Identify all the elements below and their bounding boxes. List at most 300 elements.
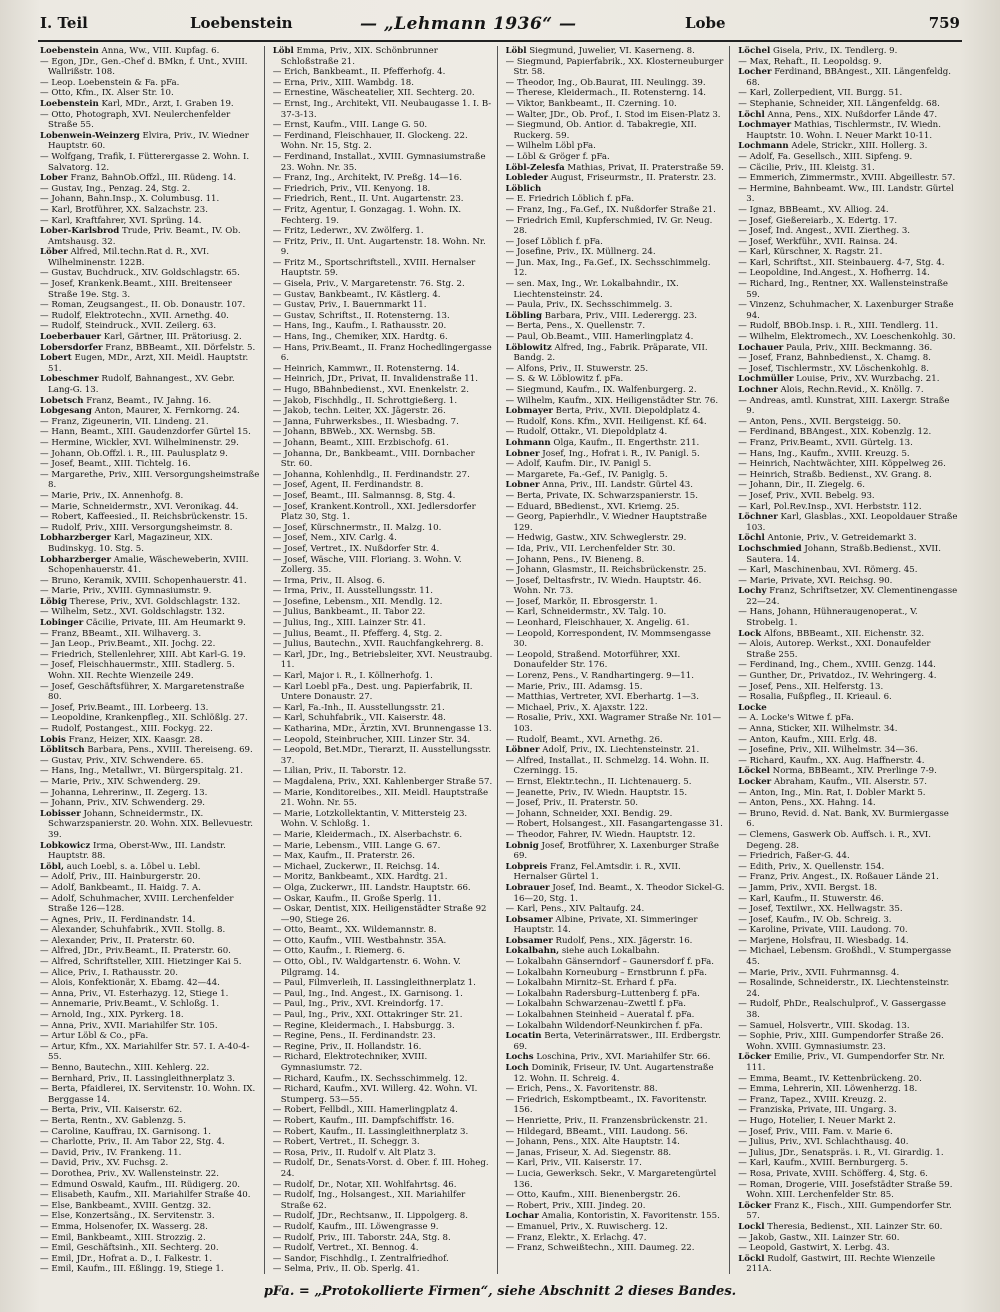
directory-entry: — Josef, Kürschnermstr., II. Malzg. 10. [272, 522, 442, 533]
directory-entry: — Karl Loebl pFa., Dest. ung. Papierfabrik, II. Untere Donaustr. 27. [272, 681, 473, 703]
directory-entry: — Lokalbahn Mirnitz–St. Erhard f. pFa. [505, 978, 677, 989]
directory-entry: — Richard, Elektrotechniker, XVIII. Gymnasiumstr. 72. [272, 1052, 428, 1073]
directory-entry: — Johann, Schneider, XXI. Bendig. 29. [505, 808, 673, 819]
directory-entry: Lohmann Olga, Kaufm., II. Engerthstr. 211. [505, 437, 700, 448]
directory-entry: — Edith, Priv., X. Quellenstr. 154. [738, 861, 885, 872]
directory-entry: — Gustav, Bankbeamt., IV. Kästlerg. 4. [272, 289, 441, 300]
directory-entry: — Bruno, Keramik, XVIII. Schopenhauerstr. 41. [40, 575, 247, 586]
directory-entry: — Jun. Max, Ing., Fa.Gef., IX. Sechsschimmelg. 12. [505, 257, 711, 279]
directory-entry: — Ferdinand, Installat., XVIII. Gymnasiumstraße 23. Wohn. Nr. 35. [272, 151, 486, 173]
directory-entry: — Cäcilie, Priv., III. Kleistg. 31. [738, 162, 875, 173]
directory-entry: — Karl, JDr., Ing., Betriebsleiter, XVI. Neustraubg. 11. [272, 649, 493, 671]
directory-entry: — Rudolf, Dr., Notar, XII. Wohlfahrtsg. 46. [272, 1179, 457, 1190]
directory-entry: — Wilhelm, Setz., XVI. Goldschlagstr. 132. [40, 607, 225, 618]
directory-entry: — Hans, Ing., Kaufm., XVIII. Kreuzg. 5. [738, 448, 910, 459]
directory-entry: — Rudolf, Postangest., XIII. Fockyg. 22. [40, 724, 213, 734]
directory-entry: — Lorenz, Pens., V. Randhartingerg. 9—11. [505, 671, 694, 682]
directory-entry: — Franz, Tapez., XVIII. Kreuzg. 2. [738, 1094, 887, 1105]
directory-entry: — Johann, BBWeb., XX. Wernsbg. 5B. [272, 427, 436, 438]
directory-entry: Lockl Theresia, Bedienst., XII. Lainzer Str. 60. [738, 1221, 943, 1232]
directory-entry: — Otto, Kaufm., VIII. Westbahnstr. 35A. [272, 935, 447, 946]
directory-entry: — Adolf, Bankbeamt., II. Haidg. 7. A. [40, 882, 201, 893]
directory-entry: — Sophie, Priv., XIII. Gumpendorfer Straße 26. Wohn. XVIII. Gymnasiumstr. 23. [738, 1031, 944, 1052]
directory-entry: Lober-Karlsbrod Trude, Priv. Beamt., IV. Ob. Amtshausg. 32. [40, 226, 241, 247]
directory-entry: — Ernst, Elektr.techn., II. Lichtenauerg. 5. [505, 776, 692, 787]
directory-entry: — Rudolf, Kaufm., III. Löwengrasse 9. [272, 1221, 439, 1232]
directory-entry: — Therese, Kleidermach., II. Rotensterng. 14. [505, 88, 707, 99]
directory-entry: — Julius, Ing., XIII. Lainzer Str. 41. [272, 618, 426, 629]
directory-entry: — Johanna, Lehrerinw., II. Zegerg. 13. [40, 787, 208, 798]
directory-entry: — Julius, Beamt., II. Pfefferg. 4, Stg. 2. [272, 628, 443, 639]
directory-entry: — Gustav, Priv., XIV. Schwendere. 65. [40, 755, 204, 766]
directory-entry: — Egon, JDr., Gen.-Chef d. BMkn, f. Unt., XVIII. Wallrißstr. 108. [40, 56, 248, 78]
directory-entry: Löblowitz Alfred, Ing., Fabrik. Präparate, VII. Bandg. 2. [505, 342, 708, 364]
directory-entry: — Johann, Bahn.Insp., X. Columbusg. 11. [40, 194, 220, 205]
directory-entry: Lobner Josef, Ing., Hofrat i. R., IV. Panigl. 5. [505, 448, 700, 459]
directory-entry: — Johanna, Dr., Bankbeamt., VIII. Dornbacher Str. 60. [272, 448, 475, 470]
directory-entry: — Franz, Schweißtechn., XIII. Daumeg. 22. [505, 1243, 695, 1254]
directory-entry: — Hans, Ing., Chemiker, XIX. Hardtg. 6. [272, 332, 448, 343]
directory-entry: — Georg, Papierhdlr., V. Wiedner Hauptstraße 129. [505, 512, 707, 533]
directory-entry: — Andreas, amtl. Kunstrat, XIII. Laxergr. Straße 9. [738, 395, 950, 417]
directory-entry: — Bruno, Revid. d. Nat. Bank, XV. Burmiergasse 6. [738, 808, 949, 830]
directory-entry: — Robert, Priv., XIII. Jindeg. 20. [505, 1200, 646, 1211]
directory-entry: — Lokalbahn Radersburg–Luttenberg f. pFa. [505, 988, 700, 999]
directory-entry: — Johanna, Kohlenhdlg., II. Ferdinandstr. 27. [272, 469, 470, 480]
directory-entry: — Leopold, Korrespondent, IV. Mommsengasse 30. [505, 628, 711, 650]
directory-entry: — Rosalinde, Schneiderstr., IX. Liechtensteinstr. 24. [738, 978, 950, 999]
directory-entry: — Karl, Kaufm., II. Stuwerstr. 46. [738, 893, 884, 904]
directory-entry: — Benno, Bautechn., XIII. Kehlerg. 22. [40, 1063, 210, 1073]
directory-entry: — Otto, Photograph, XVI. Neulerchenfelder Straße 55. [40, 109, 231, 131]
directory-entry: — Alois, Autorep. Werkst., XXI. Donaufelder Straße 255. [738, 639, 931, 660]
directory-entry: Lokalbahn, siehe auch Lokalbahn. [505, 946, 660, 957]
directory-entry: — Walter, JDr., Ob. Prof., I. Stod im Eisen-Platz 3. [505, 109, 721, 120]
directory-entry: — Bernhard, Priv., II. Lassingleithnerplatz 3. [40, 1073, 236, 1084]
directory-entry: Löblitsch Barbara, Pens., XVIII. Thereiseng. 69. [40, 745, 253, 756]
directory-entry: — Regine, Kleidermach., I. Habsburgg. 3. [272, 1020, 455, 1031]
directory-entry: — Karl, Schuhfabrik., VII. Kaiserstr. 48. [272, 713, 446, 724]
directory-entry: — Marie, Priv., XVII. Fuhrmannsg. 4. [738, 967, 900, 978]
directory-entry: — Anna, Priv., VI. Esterhazyg. 12, Stiege 1. [40, 988, 229, 999]
directory-entry: — Friedrich, Faßer-G. 44. [738, 851, 850, 862]
directory-entry: — Caroline, Kauffrau, IX. Garnisong. 1. [40, 1126, 211, 1137]
directory-entry: — Gustav, Buchdruck., XIV. Goldschlagstr. 65. [40, 268, 240, 279]
directory-entry: — Josef, Priv., XVII. Bebelg. 93. [738, 490, 875, 501]
directory-entry: Löbl Emma, Priv., XIX. Schönbrunner Schloßstraße 21. [272, 46, 438, 67]
directory-entry: — Otto, Beamt., XX. Wildemannstr. 8. [272, 925, 437, 936]
directory-entry: — Wilhelm, Elektromech., XV. Loeschenkohlg. 30. [738, 332, 956, 343]
directory-entry: — A. Locke's Witwe f. pFa. [738, 713, 854, 724]
directory-entry: — Josef, Pens., XII. Helferstg. 13. [738, 681, 884, 692]
directory-entry: — Samuel, Holsvertr., VIII. Skodag. 13. [738, 1020, 910, 1031]
directory-entry: — Marjene, Holsfrau, II. Wiesbadg. 14. [738, 935, 909, 946]
directory-entry: — Franz, Elektr., X. Erlachg. 47. [505, 1232, 647, 1243]
directory-entry: — Paul, Ob.Beamt., VIII. Hamerlingplatz 4. [505, 332, 694, 343]
directory-entry: — Marie, Priv., IX. Annenhofg. 8. [40, 490, 184, 501]
directory-entry: — Paul, Ing., Priv., XVI. Kreindorfg. 17. [272, 999, 444, 1010]
directory-entry: — Josef, Priv., VIII. Fam. v. Marie 6. [738, 1126, 893, 1137]
directory-entry: Lobert Eugen, MDr., Arzt, XII. Meidl. Hauptstr. 51. [40, 353, 249, 374]
directory-entry: — Johann, Glasmstr., II. Reichsbrückenstr. 25. [505, 565, 707, 576]
directory-entry: — Franz, Ing., Architekt, IV. Preßg. 14—16. [272, 173, 462, 184]
directory-entry: — Robert, Kaufm., II. Lassingleithnerplatz 3. [272, 1126, 469, 1137]
directory-entry: — Emil, Bankbeamt., XIII. Strozzig. 2. [40, 1232, 206, 1243]
directory-entry: Lobsamer Albine, Private, XI. Simmeringer Hauptstr. 14. [505, 914, 698, 936]
directory-entry: — Ernestine, Wäscheatelier, XII. Sechterg. 20. [272, 88, 475, 99]
directory-entry: — Ignaz, BBBeamt., XV. Alliog. 24. [738, 204, 889, 215]
directory-entry: — Hans, Ing., Metallwr., VI. Bürgerspitalg. 21. [40, 766, 243, 777]
directory-entry: — Josef, Werkführ., XVII. Rainsa. 24. [738, 236, 898, 247]
directory-entry: — Lilian, Priv., II. Taborstr. 12. [272, 766, 407, 777]
directory-entry: — Regine, Priv., II. Hollandstr. 16. [272, 1041, 422, 1052]
directory-entry: Lobinger Cäcilie, Private, III. Am Heumarkt 9. [40, 618, 246, 629]
directory-entry: — Josefine, Lebensm., XII. Mendlg. 12. [272, 596, 443, 607]
directory-entry: — Alexander, Priv., II. Praterstr. 60. [40, 935, 195, 946]
directory-entry: Lobner Anna, Priv., III. Landstr. Gürtel 43. [505, 480, 693, 491]
directory-entry: — Rudolf, BBOb.Insp. i. R., XIII. Tendlerg. 11. [738, 321, 939, 332]
header-rule [38, 40, 962, 42]
directory-entry: — Robert, Kaufm., III. Dampfschiffstr. 16. [272, 1115, 455, 1126]
directory-entry: — Heinrich, Kammwr., II. Rotensterng. 14. [272, 363, 460, 374]
directory-entry: — Karl, Fa.-Inh., II. Ausstellungsstr. 21. [272, 702, 445, 713]
directory-entry: — sen. Max, Ing., Wr. Lokalbahndir., IX. Liechtensteinstr. 24. [505, 279, 679, 300]
range-start-name: Loebenstein [190, 14, 293, 32]
directory-entry: — Karl, Maschinenbau, XVI. Römerg. 45. [738, 565, 918, 576]
directory-entry: — Viktor, Bankbeamt., II. Czerning. 10. [505, 98, 677, 109]
directory-entry: — Max, Kaufm., II. Praterstr. 26. [272, 851, 415, 862]
publication-title: — „Lehmann 1936“ — [360, 14, 577, 34]
directory-entry: — Ferdinand, Fleischhauer, II. Glockeng. 22. Wohn. Nr. 15, Stg. 2. [272, 130, 468, 152]
directory-entry: Löbl-Zelesfa Mathias, Privat, II. Praterstraße 59. [505, 162, 724, 173]
directory-entry: — Charlotte, Priv., II. Am Tabor 22, Stg. 4. [40, 1137, 225, 1148]
directory-entry: — Josef, Krankent.Kontroll., XXI. Jedlersdorfer Platz 30, Stg. 1. [272, 501, 476, 523]
directory-entry: — Leopold, Gastwirt, X. Lerbg. 43. [738, 1243, 890, 1254]
directory-entry: — Josef, Fleischhauermstr., XIII. Stadlerg. 5. Wohn. XII. Rechte Wienzeile 249. [40, 660, 235, 682]
directory-entry: — Josef, Nem., XIV. Carlg. 4. [272, 533, 397, 544]
directory-entry: — Hermine, Bahnbeamt. Ww., III. Landstr. Gürtel 3. [738, 183, 954, 205]
directory-entry: — Richard, Kaufm., XX. Aug. Haffnerstr. 4. [738, 755, 925, 766]
directory-entry: — Anton, Pens., XVII. Bergsteigg. 50. [738, 416, 901, 427]
directory-entry: — Rudolf, Elektrotechn., XVII. Arnethg. 40. [40, 310, 229, 321]
directory-entry: — Jakob, Fischhdlg., II. Schrottgießerg. 1. [272, 395, 458, 406]
directory-entry: — Alice, Priv., I. Rathausstr. 20. [40, 967, 178, 978]
directory-entry: — Hugo, BBahnbedienst., XVI. Enenkelstr. 2. [272, 385, 469, 395]
directory-entry: — Julius, Bautechn., XVII. Rauchfangkehrerg. 8. [272, 639, 484, 650]
directory-entry: — Adolf, Fa. Gesellsch., XIII. Sipfeng. 9. [738, 151, 913, 162]
page-footer-note: pFa. = „Protokollierte Firmen“, siehe Abschnitt 2 dieses Bandes. [263, 1284, 737, 1299]
directory-entry: — Julius, Bankbeamt., II. Tabor 22. [272, 607, 426, 618]
directory-entry: — Leopoldine, Ind.Angest., X. Hofherrg. 14. [738, 268, 930, 279]
directory-entry: — Alfons, Priv., II. Stuwerstr. 25. [505, 363, 649, 374]
directory-entry: Lochy Franz, Schriftsetzer, XV. Clementinengasse 22—24. [738, 586, 958, 607]
directory-entry: Lobharzberger Amalie, Wäscheweberin, XVIII. Schopenhauerstr. 41. [40, 554, 249, 576]
directory-entry: — Eduard, BBedienst., XVI. Kriemg. 25. [505, 501, 680, 512]
directory-entry: Lobleder August, Friseurmstr., II. Praterstr. 23. [505, 173, 717, 184]
directory-entry: — Robert, Vertret., II. Scheggr. 3. [272, 1137, 420, 1148]
directory-entry: Lobpreis Franz, Fel.Amtsdir. i. R., XVII. Hernalser Gürtel 1. [505, 861, 681, 883]
directory-entry: — Friedrich, Rent., II. Unt. Augartenstr. 23. [272, 194, 464, 205]
directory-entry: — Rosalie, Priv., XXI. Wagramer Straße Nr. 101—103. [505, 713, 722, 734]
directory-entry: — Emanuel, Priv., X. Ruwischerg. 12. [505, 1221, 668, 1232]
page-header [40, 14, 960, 40]
directory-entry: — Otto, Kaufm., XIII. Bienenbergstr. 26. [505, 1190, 681, 1201]
directory-entry: — Jan Leop., Priv.Beamt., XII. Jochg. 22. [40, 639, 216, 650]
directory-entry: Lochmann Adele, Strickr., XIII. Hollerg. 3. [738, 141, 928, 152]
directory-entry: — Paul, Ing., Priv., XXI. Ottakringer Str. 21. [272, 1010, 463, 1021]
directory-entry: Locke [738, 702, 767, 713]
directory-entry: — Sandor, Fischhdlg., I. Zentralfriedhof. [272, 1253, 449, 1264]
directory-entry: — Siegmund, Papierfabrik., XX. Klosterneuburger Str. 58. [505, 56, 724, 78]
directory-entry: — Hans, Johann, Hühneraugenoperat., V. Strobelg. 1. [738, 607, 918, 629]
directory-entry: — Josef, Deltasfrstr., IV. Wiedn. Hauptstr. 46. Wohn. Nr. 73. [505, 575, 702, 597]
directory-entry: — Katharina, MDr., Ärztin, XVI. Brunnengasse 13. [272, 724, 492, 734]
directory-entry: — Rudolf, Priv., III. Taborstr. 24A, Stg. 8. [272, 1232, 451, 1243]
directory-entry: Lock Alfons, BBBeamt., XII. Eichenstr. 32. [738, 628, 925, 639]
directory-entry: — Rudolf, Beamt., XVI. Arnethg. 26. [505, 734, 663, 745]
directory-entry: — Rosa, Priv., II. Rudolf v. Alt Platz 3. [272, 1147, 436, 1158]
directory-entry: — Richard, Kaufm., XVI. Willerg. 42. Wohn. VI. Stumperg. 53—55. [272, 1084, 478, 1105]
directory-entry: — Emil, Kaufm., III. Eßlingg. 19, Stiege 1. [40, 1264, 224, 1274]
directory-entry: — Theodor, Fahrer, IV. Wiedn. Hauptstr. 12. [505, 829, 696, 840]
directory-entry: — Friedrich, Eskomptbeamt., IX. Favoritenstr. 156. [505, 1094, 707, 1116]
directory-entry: — Leopoldine, Krankenpfleg., XII. Schlößlg. 27. [40, 713, 248, 724]
directory-entry: — Alois, Konfektionär, X. Ebamg. 42—44. [40, 978, 220, 989]
directory-entry: — Josef, Geschäftsführer, X. Margaretenstraße 80. [40, 681, 245, 703]
directory-entry: — Friedrich Emil, Kupferschmied, IV. Gr. Neug. 28. [505, 215, 713, 237]
directory-entry: — Rudolf, Vertret., XI. Bennog. 4. [272, 1243, 419, 1254]
directory-entry: Loch Dominik, Friseur, IV. Unt. Augartenstraße 12. Wohn. II. Schreig. 4. [505, 1063, 714, 1084]
directory-entry: — Erich, Bankbeamt., II. Pfefferhofg. 4. [272, 67, 446, 78]
directory-entry: — Lokalbahn Wildendorf-Neunkirchen f. pFa. [505, 1020, 703, 1031]
directory-entry: — Margarethe, Priv., XIII. Versorgungsheimstraße 8. [40, 469, 260, 491]
directory-entry: Lober Franz, BahnOb.Offzl., III. Rüdeng. 14. [40, 173, 237, 184]
directory-entry: Lobnig Josef, Brotführer, X. Laxenburger Straße 69. [505, 840, 719, 862]
directory-entry: — Hann, Beamt., XIII. Gaudenzdorfer Gürtel 15. [40, 427, 251, 438]
directory-entry: Lobsamer Rudolf, Pens., XIX. Jägerstr. 16. [505, 935, 693, 946]
directory-entry: — Franziska, Private, III. Ungarg. 3. [738, 1105, 897, 1116]
directory-entry: — Clemens, Gaswerk Ob. Auffsch. i. R., XVI. Degeng. 28. [738, 829, 931, 851]
directory-entry: — Berta, Pfaidlerei, IX. Servitenstr. 10. Wohn. IX. Berggasse 14. [40, 1084, 256, 1105]
directory-entry: — Rudolf, JDr., Rechtsanw., II. Lippolgerg. 8. [272, 1211, 468, 1222]
directory-entry: — Oskar, Kaufm., II. Große Sperlg. 11. [272, 893, 442, 904]
directory-entry: — Hedwig, Gastw., XIV. Schweglerstr. 29. [505, 533, 687, 544]
directory-entry: — Heinrich, Nachtwächter, XIII. Köppelweg 26. [738, 459, 946, 470]
directory-entry: — David, Priv., IV. Frankeng. 11. [40, 1147, 182, 1158]
directory-entry: — Else, Konzertsäng., IX. Servitenstr. 3. [40, 1211, 215, 1222]
directory-entry: — Erna, Priv., XIII. Wambdg. 18. [272, 77, 415, 88]
directory-entry: — Friedrich, Priv., VII. Kenyong. 18. [272, 183, 431, 194]
directory-entry: — Marie, Konditoreibes., XII. Meidl. Hauptstraße 21. Wohn. Nr. 55. [272, 787, 489, 809]
directory-entry: — Julius, Priv., XVI. Schlachthausg. 40. [738, 1137, 909, 1148]
directory-entry: — Alexander, Schuhfabrik., XVII. Stollg. 8. [40, 925, 226, 936]
directory-entry: Locatin Berta, Veterinärratswer., III. Erdbergstr. 69. [505, 1031, 721, 1052]
directory-entry: — Ida, Priv., VII. Lerchenfelder Str. 30. [505, 543, 676, 554]
directory-entry: — Anton, Pens., XX. Hahng. 14. [738, 798, 876, 809]
directory-entry: Löchel Gisela, Priv., IX. Tendlerg. 9. [738, 46, 898, 56]
directory-entry: — Moritz, Bankbeamt., XIX. Hardtg. 21. [272, 872, 448, 883]
directory-entry: — Leop. Loebenstein & Fa. pFa. [40, 77, 180, 88]
directory-entry: Löcker Emilie, Priv., VI. Gumpendorfer Str. Nr. 111. [738, 1052, 945, 1073]
directory-entry: Lobetsch Franz, Beamt., IV. Jahng. 16. [40, 395, 212, 406]
directory-entry: — Marie, Priv., XIV. Schwenderg. 29. [40, 776, 201, 787]
directory-entry: — Franz, BBeamt., XII. Wilhaverg. 3. [40, 628, 202, 639]
directory-entry: — Robert, Fellbdl., XIII. Hamerlingplatz 4. [272, 1105, 458, 1116]
directory-entry: — Artur Löbl & Co., pFa. [40, 1031, 149, 1042]
directory-entry: Lobis Franz, Heizer, XIX. Kaasgr. 28. [40, 734, 203, 745]
directory-entry: — Dorothea, Priv., XV. Wallensteinstr. 22. [40, 1168, 220, 1179]
directory-entry: — Jakob, techn. Leiter, XX. Jägerstr. 26. [272, 406, 446, 417]
directory-entry: — Marie, Priv., XVIII. Gymnasiumstr. 9. [40, 586, 212, 597]
directory-entry: — Annemarie, Priv.Beamt., V. Schloßg. 1. [40, 999, 220, 1010]
directory-entry: — Ernst, Ing., Architekt, VII. Neubaugasse 1. I. B-37-3-13. [272, 98, 492, 120]
directory-entry: — Josef, Priv.Beamt., III. Lorbeerg. 13. [40, 702, 209, 713]
directory-entry: — Fritz, Priv., II. Unt. Augartenstr. 18. Wohn. Nr. 9. [272, 236, 486, 258]
directory-entry: — Fritz M., Sportschriftstell., XVIII. Hernalser Hauptstr. 59. [272, 257, 476, 279]
directory-entry: — Rudolf, Ottakr., VI. Diepoldplatz 4. [505, 427, 668, 438]
directory-entry: — Paul, Filmverleih, II. Lassingleithnerplatz 1. [272, 978, 476, 989]
directory-entry: — Marie, Private, XVI. Reichsg. 90. [738, 575, 893, 586]
directory-entry: Lochs Loschina, Priv., XVI. Mariahilfer Str. 66. [505, 1052, 711, 1063]
directory-entry: — Irma, Priv., II. Ausstellungsstr. 11. [272, 586, 433, 597]
directory-entry: — Josefine, Priv., XII. Wilhelmstr. 34—36. [738, 745, 918, 756]
directory-entry: — Anna, Sticker, XII. Wilhelmstr. 34. [738, 724, 898, 734]
directory-entry: — Marie, Kleidermach., IX. Alserbachstr. 6. [272, 829, 463, 840]
directory-entry: Lobisser Johann, Schneidermstr., IX. Schwarzspanierstr. 20. Wohn. XIX. Bellevuestr. 39. [40, 808, 254, 840]
directory-entry: — Hermine, Wickler, XVI. Wilhelminenstr. 29. [40, 437, 239, 448]
directory-entry: — Emmerich, Zimmermstr., XVIII. Abgeillestr. 57. [738, 173, 956, 184]
directory-entry: — Leopold, Steinbrucher, XIII. Linzer Str. 34. [272, 734, 471, 745]
directory-entry: — Leonhard, Fleischhauer, X. Angelig. 61. [505, 618, 690, 629]
directory-entry: — Max, Rehaft., II. Leopoldsg. 9. [738, 56, 882, 67]
directory-entry: — Ferdinand, Ing., Chem., XVIII. Genzg. 144. [738, 660, 936, 671]
directory-entry: — Else, Bankbeamt., XVIII. Gentzg. 32. [40, 1200, 212, 1211]
directory-entry: Lobgesang Anton, Maurer, X. Fernkorng. 24. [40, 406, 240, 417]
directory-entry: — Arnold, Ing., XIX. Pyrkerg. 18. [40, 1010, 184, 1021]
directory-entry: — Franz, Priv.Beamt., XVII. Gürtelg. 13. [738, 437, 913, 448]
entry-columns [40, 46, 962, 1274]
directory-entry: — Henriette, Priv., II. Franzensbrückenstr. 21. [505, 1115, 708, 1126]
directory-entry: — Emma, Holsenofer, IX. Wasserg. 28. [40, 1221, 208, 1232]
directory-entry: — Rudolf, Ing., Holsangest., XII. Mariahilfer Straße 62. [272, 1190, 466, 1211]
directory-entry: — Hans, Ing., Kaufm., I. Rathausstr. 20. [272, 321, 447, 332]
directory-entry: — Wolfgang, Trafik, I. Fütterergasse 2. Wohn. I. Salvatorg. 12. [40, 151, 250, 173]
directory-entry: — Johann, Beamt., XIII. Erzbischofg. 61. [272, 437, 449, 448]
directory-entry: — Elisabeth, Kaufm., XII. Mariahilfer Straße 40. [40, 1190, 251, 1201]
directory-entry: — Hildegard, BBeamt., VIII. Laudong. 56. [505, 1126, 688, 1137]
directory-entry: — Friedrich, Stellenlehrer, XIII. Abt Karl-G. 19. [40, 649, 246, 660]
directory-entry: — E. Friedrich Löblich f. pFa. [505, 194, 634, 205]
directory-entry: Löbling Barbara, Priv., VIII. Lederergg. 23. [505, 310, 698, 321]
directory-entry: — Johann, Pens., IV. Bieneng. 8. [505, 554, 645, 565]
directory-entry: — Gustav, Ing., Penzag. 24, Stg. 2. [40, 183, 191, 194]
directory-entry: — Karl, Pens., XIV. Paltaufg. 24. [505, 904, 645, 915]
directory-entry: — Otto, Kfm., IX. Alser Str. 10. [40, 88, 174, 99]
directory-entry: — Adolf, Priv., III. Hainburgerstr. 20. [40, 872, 201, 883]
directory-entry: — Otto, Obl., IV. Waldgartenstr. 6. Wohn. V. Pilgramg. 14. [272, 957, 461, 978]
directory-entry: — Marie, Lebensm., VIII. Lange G. 67. [272, 840, 441, 851]
page-number: 759 [928, 14, 960, 32]
directory-entry: — Olga, Zuckerwr., III. Landstr. Hauptstr. 66. [272, 882, 471, 893]
directory-entry: — Alfred, Schriftsteller, XIII. Hietzinger Kai 5. [40, 957, 242, 968]
directory-entry: — Adolf, Kaufm. Dir., IV. Panigl 5. [505, 459, 652, 470]
directory-entry: Loeberbauer Karl, Gärtner, III. Prätoriusg. 2. [40, 332, 242, 343]
directory-entry: — Josef, Tischlermstr., XV. Löschenkohlg. 8. [738, 363, 929, 374]
directory-entry: — Rudolf, Priv., XIII. Versorgungsheimstr. 8. [40, 522, 233, 533]
directory-entry: — Anton, Kaufm., XIII. Erlg. 48. [738, 734, 878, 745]
directory-entry: Löber Alfred, Mil.techn.Rat d. R., XVI. Wilhelminenstr. 122B. [40, 247, 210, 268]
directory-entry: — Berta, Rentn., XV. Gablenzg. 5. [40, 1115, 186, 1126]
directory-entry: — Ernst, Kaufm., VIII. Lange G. 50. [272, 120, 428, 131]
directory-entry: — Gunther, Dr., Privatdoz., IV. Wehringerg. 4. [738, 671, 937, 682]
column-4 [738, 46, 962, 1274]
directory-entry: Lochar Amalia, Kontoristin, X. Favoritenstr. 155. [505, 1211, 720, 1222]
directory-entry: — Roman, Drogerie, VIII. Josefstädter Straße 59. Wohn. XIII. Lerchenfelder Str. 85. [738, 1179, 953, 1201]
directory-entry: — Lokalbahn Schwarzenau–Zwettl f. pFa. [505, 999, 687, 1010]
directory-entry: — Magdalena, Priv., XXI. Kahlenberger Straße 57. [272, 776, 493, 787]
directory-entry: — Julius, JDr., Senatspräs. i. R., VI. Girardig. 1. [738, 1147, 944, 1158]
directory-entry: — Heinrich, JDr., Privat, II. Invalidenstraße 11. [272, 374, 478, 385]
directory-entry: — Franz, Priv. Angest., IX. Roßauer Lände 21. [738, 872, 939, 883]
directory-entry: — Johann, Priv., XIV. Schwenderg. 29. [40, 798, 206, 809]
directory-entry: — Rudolf, Dr., Senats-Vorst. d. Ober. f. III. Hoheg. 24. [272, 1158, 489, 1179]
range-end-name: Lobe [685, 14, 726, 32]
directory-entry: — Karl, Pol.Rev.Insp., XVI. Herbststr. 112. [738, 501, 922, 512]
directory-entry: — Hugo, Hotelier, I. Neuer Markt 2. [738, 1115, 896, 1126]
directory-entry: — Franz, Ing., Fa.Gef., IX. Nußdorfer Straße 21. [505, 204, 716, 215]
directory-entry: Lobharzberger Karl, Magazineur, XIX. Budinskyg. 10. Stg. 5. [40, 533, 213, 554]
directory-entry: — Marie, Lotzkollektantin, V. Mittersteig 23. Wohn. V. Schloßg. 1. [272, 808, 468, 830]
directory-entry: — Michael, Priv., X. Ajaxstr. 122. [505, 702, 648, 713]
directory-entry: Locker Abraham, Kaufm., VII. Alserstr. 57. [738, 776, 927, 787]
directory-entry: — Leopold, Straßend. Motorführer, XXI. Donaufelder Str. 176. [505, 649, 681, 671]
directory-entry: Lobeschmer Rudolf, Bahnangest., XV. Gebr. Lang-G. 13. [40, 374, 235, 395]
directory-entry: — Edmund Oswald, Kaufm., III. Rüdigerg. 20. [40, 1179, 241, 1190]
directory-entry: — Lokalbahnen Steinheid – Aueratal f. pFa. [505, 1010, 695, 1021]
directory-entry: — Lokalbahn Gänserndorf – Gaunersdorf f. pFa. [505, 957, 715, 968]
directory-entry: — Richard, Ing., Rentner, XX. Wallensteinstraße 59. [738, 279, 948, 300]
directory-entry: — Fritz, Lederwr., XV. Zwölferg. 1. [272, 226, 424, 237]
directory-entry: — Paul, Ing., Ind. Angest., IX. Garnisong. 1. [272, 988, 463, 999]
column-2 [273, 46, 498, 1274]
directory-entry: — Alfred, Installat., II. Schmelzg. 14. Wohn. II. Czerningg. 15. [505, 755, 710, 777]
directory-entry: — Marie, Schneidermstr., XVI. Veronikag. 44. [40, 501, 239, 512]
directory-entry: Locher Ferdinand, BBAngest., XII. Längenfeldg. 68. [738, 67, 951, 88]
directory-entry: Lochmayer Mathias, Tischlermstr., IV. Wiedn. Hauptstr. 10. Wohn. I. Neuer Markt 10-11. [738, 120, 941, 141]
directory-entry: — Robert, Holsangest., XII. Fasangartengasse 31. [505, 819, 723, 830]
directory-entry: — Emil, Geschäftsinh., XII. Sechterg. 20. [40, 1243, 219, 1254]
directory-entry: Löblich [505, 183, 542, 194]
directory-entry: — Richard, Kaufm., IX. Sechsschimmelg. 12. [272, 1073, 468, 1084]
directory-entry: Lobkowicz Irma, Oberst-Ww., III. Landstr. Hauptstr. 88. [40, 840, 226, 862]
directory-entry: Lobersdorfer Franz, BBBeamt., XII. Dörfelstr. 5. [40, 342, 256, 353]
directory-entry: — Karl, Kaufm., XVIII. Bernburgerg. 5. [738, 1158, 909, 1169]
directory-entry: Lobmayer Berta, Priv., XVII. Diepoldplatz 4. [505, 406, 701, 417]
directory-entry: — Karl, Schriftst., XII. Steinbauerg. 4-7, Stg. 4. [738, 257, 945, 268]
directory-entry: — Rudolf, PhDr., Realschulprof., V. Gassergasse 38. [738, 999, 946, 1021]
directory-entry: Löckl Rudolf, Gastwirt, III. Rechte Wienzeile 211A. [738, 1253, 936, 1274]
directory-entry: — Berta, Pens., X. Quellenstr. 7. [505, 321, 646, 332]
directory-entry: Loebenstein Karl, MDr., Arzt, I. Graben 19. [40, 98, 234, 109]
directory-entry: — Berta, Private, IX. Schwarzspanierstr. 15. [505, 490, 698, 501]
directory-entry: Löbl, auch Loebl, s. a. Löbel u. Lebl. [40, 861, 201, 872]
directory-entry: — Johann, Ob.Offzl. i. R., III. Paulusplatz 9. [40, 448, 228, 459]
directory-entry: — Karl, Kraftfahrer, XVI. Sprüng. 14. [40, 215, 202, 226]
directory-entry: — Karl, Brotführer, XX. Salzachstr. 23. [40, 204, 208, 215]
directory-entry: Lobenwein-Weinzerg Elvira, Priv., IV. Wiedner Hauptstr. 60. [40, 130, 249, 152]
directory-entry: Löbner Adolf, Priv., IX. Liechtensteinstr. 21. [505, 745, 700, 756]
directory-entry: — Michael, Lebensm. Großhdl., V. Stumpergasse 45. [738, 946, 952, 968]
